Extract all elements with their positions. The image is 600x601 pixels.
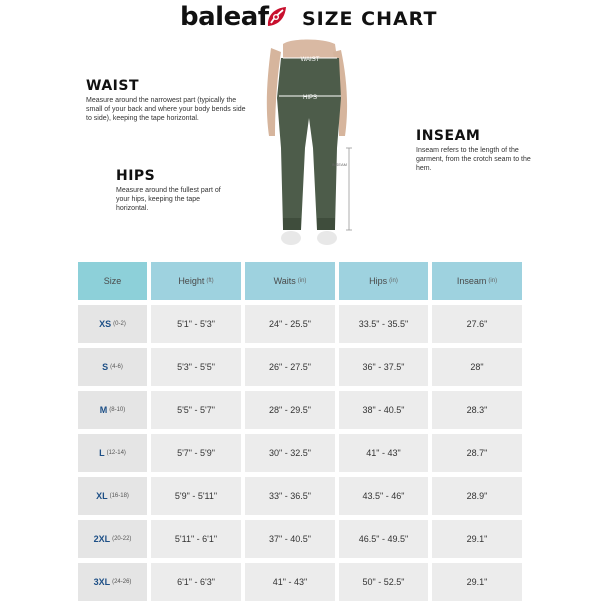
size-range: (4-6)	[110, 364, 123, 370]
table-row	[78, 391, 522, 429]
figure-label-hips: HIPS	[302, 95, 318, 101]
hips-cell: 33.5" - 35.5"	[339, 305, 428, 343]
hips-description: Measure around the fullest part of your hips, keeping the tape horizontal.	[116, 187, 221, 212]
size-cell	[78, 391, 147, 429]
inseam-cell: 28"	[432, 348, 522, 386]
header-waist-unit: (in)	[297, 278, 307, 284]
inseam-title: INSEAM	[416, 128, 481, 144]
height-cell: 6'1" - 6'3"	[151, 563, 241, 601]
hips-cell: 41" - 43"	[339, 434, 428, 472]
size-range: (8-10)	[109, 407, 126, 413]
size-range: (16-18)	[109, 493, 129, 499]
pants-figure	[255, 38, 365, 250]
torso-shape	[283, 40, 337, 59]
header-inseam-unit: (in)	[488, 278, 498, 284]
header-height-label: Height	[178, 276, 205, 286]
size-cell	[78, 434, 147, 472]
hips-cell: 50" - 52.5"	[339, 563, 428, 601]
hips-cell: 38" - 40.5"	[339, 391, 428, 429]
header-waist	[245, 262, 335, 300]
height-cell: 5'9" - 5'11"	[151, 477, 241, 515]
size-range: (0-2)	[113, 321, 126, 327]
waist-description: Measure around the narrowest part (typically the small of your back and where your body bends side to side), keeping the tape horizontal.	[86, 97, 246, 122]
waist-cell: 28" - 29.5"	[245, 391, 335, 429]
inseam-cell: 29.1"	[432, 563, 522, 601]
height-cell: 5'3" - 5'5"	[151, 348, 241, 386]
height-cell: 5'7" - 5'9"	[151, 434, 241, 472]
header-waist-label: Waits	[273, 276, 296, 286]
header-size	[78, 262, 147, 300]
waist-cell: 24" - 25.5"	[245, 305, 335, 343]
pants-shape	[277, 58, 341, 230]
table-header-row	[78, 262, 522, 300]
header-height-unit: (ft)	[206, 278, 214, 284]
hips-cell: 43.5" - 46"	[339, 477, 428, 515]
size-label: M	[99, 405, 108, 415]
hips-instruction	[116, 168, 226, 213]
size-cell	[78, 563, 147, 601]
left-cuff	[283, 218, 301, 230]
right-cuff	[317, 218, 335, 230]
hips-title: HIPS	[116, 168, 156, 184]
figure-label-inseam: INSEAM	[331, 162, 347, 167]
hips-cell: 46.5" - 49.5"	[339, 520, 428, 558]
figure-label-waist: WAIST	[300, 57, 320, 63]
size-cell	[78, 520, 147, 558]
inseam-cell: 28.7"	[432, 434, 522, 472]
right-shoe	[317, 231, 337, 245]
size-cell	[78, 348, 147, 386]
waist-cell: 30" - 32.5"	[245, 434, 335, 472]
inseam-cell: 28.3"	[432, 391, 522, 429]
inseam-description: Inseam refers to the length of the garment, from the crotch seam to the hem.	[416, 147, 531, 172]
size-label: L	[99, 448, 105, 458]
waist-cell: 26" - 27.5"	[245, 348, 335, 386]
waist-title: WAIST	[86, 78, 139, 94]
leaf-logo-icon	[264, 4, 290, 30]
brand-name: baleaf	[180, 2, 269, 32]
size-range: (20-22)	[112, 536, 132, 542]
size-cell	[78, 305, 147, 343]
table-row	[78, 477, 522, 515]
header-hips	[339, 262, 428, 300]
size-cell	[78, 477, 147, 515]
height-cell: 5'11" - 6'1"	[151, 520, 241, 558]
hips-cell: 36" - 37.5"	[339, 348, 428, 386]
header-height	[151, 262, 241, 300]
page-title: SIZE CHART	[302, 8, 438, 30]
inseam-cell: 29.1"	[432, 520, 522, 558]
size-label: XL	[96, 491, 108, 501]
size-label: 2XL	[93, 534, 111, 544]
table-row	[78, 563, 522, 601]
table-row	[78, 434, 522, 472]
inseam-cell: 28.9"	[432, 477, 522, 515]
waist-cell: 37" - 40.5"	[245, 520, 335, 558]
waist-cell: 33" - 36.5"	[245, 477, 335, 515]
size-range: (24-26)	[112, 579, 132, 585]
inseam-cell: 27.6"	[432, 305, 522, 343]
size-range: (12-14)	[106, 450, 126, 456]
header	[0, 0, 600, 34]
height-cell: 5'1" - 5'3"	[151, 305, 241, 343]
header-inseam-label: Inseam	[456, 276, 487, 286]
left-shoe	[281, 231, 301, 245]
height-cell: 5'5" - 5'7"	[151, 391, 241, 429]
header-hips-unit: (in)	[389, 278, 398, 284]
header-inseam	[432, 262, 522, 300]
size-label: 3XL	[93, 577, 111, 587]
header-size-label: Size	[103, 276, 122, 286]
waist-cell: 41" - 43"	[245, 563, 335, 601]
size-label: XS	[99, 319, 112, 329]
size-label: S	[102, 362, 109, 372]
header-hips-label: Hips	[369, 276, 388, 286]
table-row	[78, 520, 522, 558]
table-row	[78, 305, 522, 343]
table-row	[78, 348, 522, 386]
waist-instruction	[86, 78, 246, 123]
inseam-instruction	[416, 128, 536, 173]
